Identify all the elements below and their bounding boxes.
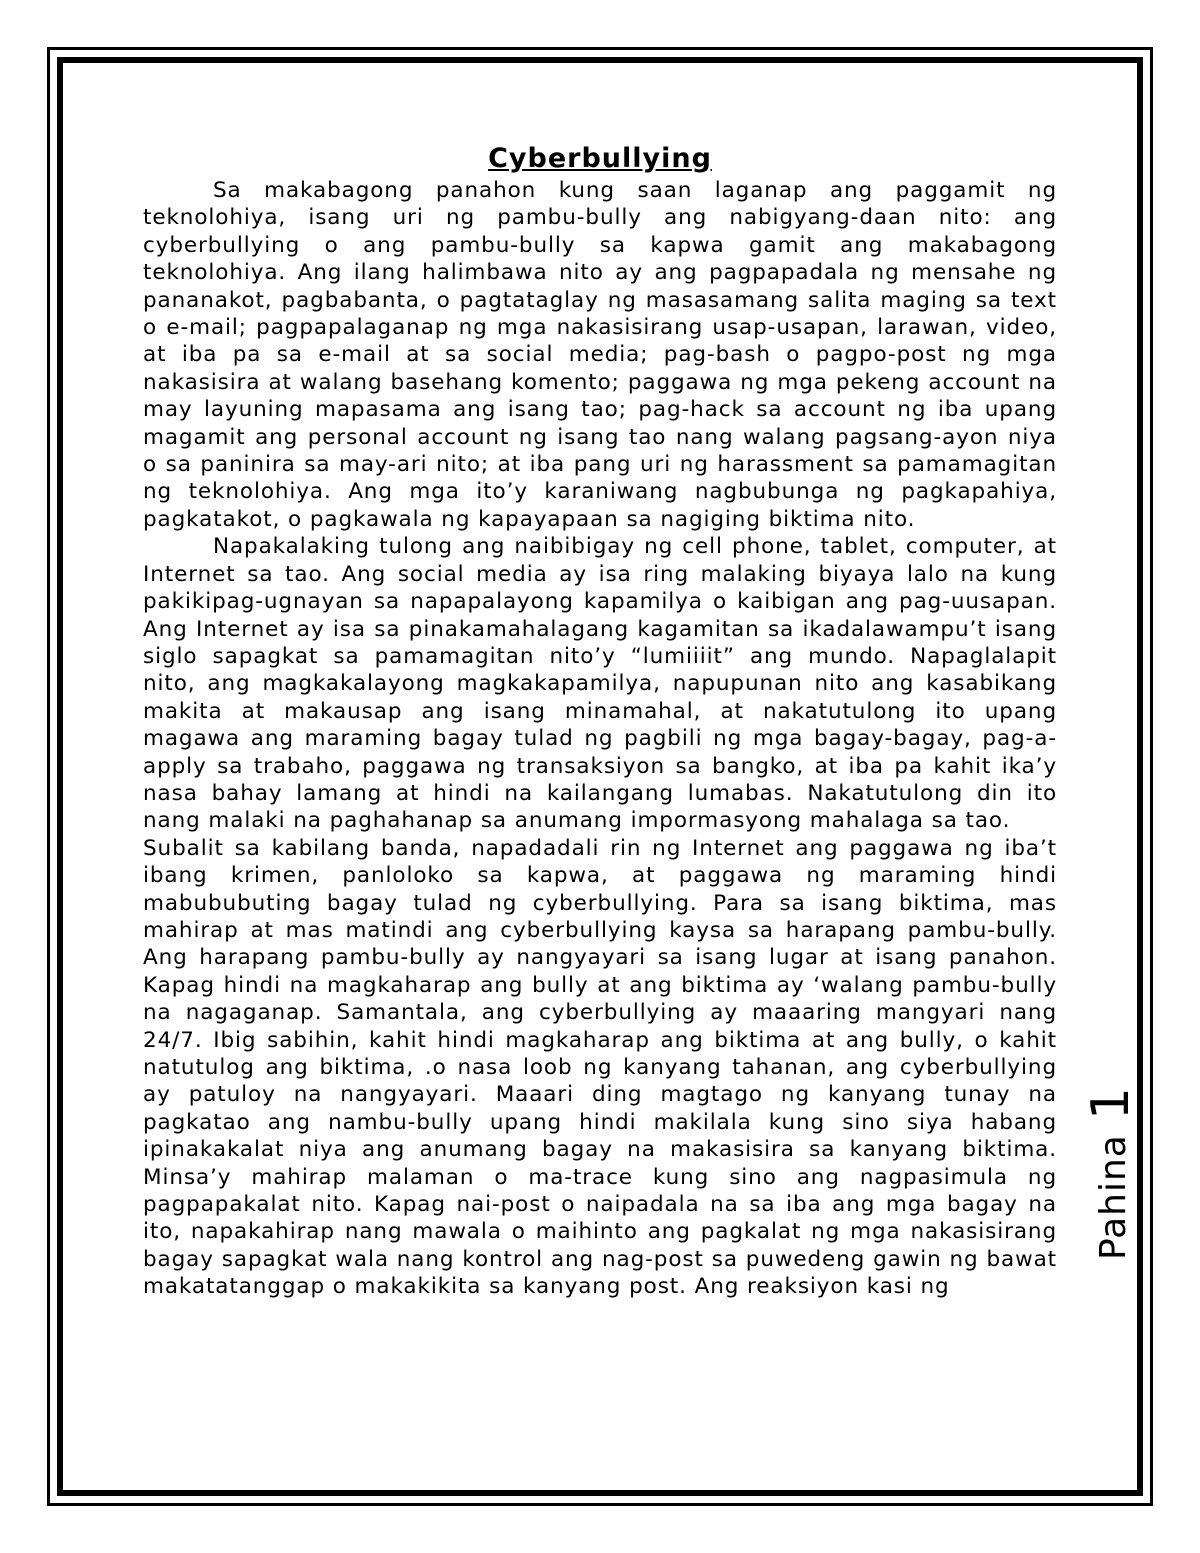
paragraph-1: Sa makabagong panahon kung saan laganap ang paggamit ng teknolohiya, isang uri ng pambu-bully ang nabigyang-daan nito: ang cyberbullying o ang pambu-bully sa kapwa gamit ang makabagong teknolohiya. Ang ilang halimbawa nito ay ang pagpapadala ng mensahe ng pananakot, pagbabanta, o pagtataglay ng masasamang salita maging sa text o e-mail; pagpapalaganap ng mga nakasisirang usap-usapan, larawan, video, at iba pa sa e-mail at sa social media; pag-bash o pagpo-post ng mga nakasisira at walang basehang komento; paggawa ng mga pekeng account na may layuning mapasama ang isang tao; pag-hack sa account ng iba upang magamit ang personal account ng isang tao nang walang pagsang-ayon niya o sa paninira sa may-ari nito; at iba pang uri ng harassment sa pamamagitan ng teknolohiya. Ang mga ito’y karaniwang nagbubunga ng pagkapahiya, pagkatakot, o pagkawala ng kapayapaan sa nagiging biktima nito. <box>143 178 1057 532</box>
page-label-number: 1 <box>1081 1087 1141 1121</box>
paragraph-3: Subalit sa kabilang banda, napadadali rin ng Internet ang paggawa ng iba’t ibang krimen, panloloko sa kapwa, at paggawa ng maraming hindi mabububuting bagay tulad ng cyberbullying. Para sa isang biktima, mas mahirap at mas matindi ang cyberbullying kaysa sa harapang pambu-bully. Ang harapang pambu-bully ay nangyayari sa isang lugar at isang panahon. Kapag hindi na magkaharap ang bully at ang biktima ay ‘walang pambu-bully na nagaganap. Samantala, ang cyberbullying ay maaaring mangyari nang 24/7. Ibig sabihin, kahit hindi magkaharap ang biktima at ang bully, o kahit natutulog ang biktima, .o nasa loob ng kanyang tahanan, ang cyberbullying ay patuloy na nangyayari. Maaari ding magtago ng kanyang tunay na pagkatao ang nambu-bully upang hindi makilala kung sino siya habang ipinakakalat niya ang anumang bagay na makasisira sa kanyang biktima. Minsa’y mahirap malaman o ma-trace kung sino ang nagpasimula ng pagpapakalat nito. Kapag nai-post o naipadala na sa iba ang mga bagay na ito, napakahirap nang mawala o maihinto ang pagkalat ng mga nakasisirang bagay sapagkat wala nang kontrol ang nag-post sa puwedeng gawin ng bawat makatatanggap o makakikita sa kanyang post. Ang reaksiyon kasi ng <box>143 835 1057 1300</box>
page-label-word: Pahina <box>1093 1134 1134 1260</box>
paragraph-2: Napakalaking tulong ang naibibigay ng cell phone, tablet, computer, at Internet sa tao. Ang social media ay isa ring malaking biyaya lalo na kung pakikipag-ugnayan sa napapalayong kapamilya o kaibigan ang pag-uusapan. Ang Internet ay isa sa pinakamahalagang kagamitan sa ikadalawampu’t isang siglo sapagkat sa pamamagitan nito’y “lumiiiit” ang mundo. Napaglalapit nito, ang magkakalayong magkakapamilya, napupunan nito ang kasabikang makita at makausap ang isang minamahal, at nakatutulong ito upang magawa ang maraming bagay tulad ng pagbili ng mga bagay-bagay, pag-a-apply sa trabaho, paggawa ng transaksiyon sa bangko, at iba pa kahit ika’y nasa bahay lamang at hindi na kailangang lumabas. Nakatutulong din ito nang malaki na paghahanap sa anumang impormasyong mahalaga sa tao. <box>143 534 1057 834</box>
document-body <box>143 141 1057 1301</box>
document-title: Cyberbullying <box>488 143 712 174</box>
page-number-label-rotated <box>1081 1080 1141 1260</box>
page-number-label <box>1081 1080 1141 1260</box>
